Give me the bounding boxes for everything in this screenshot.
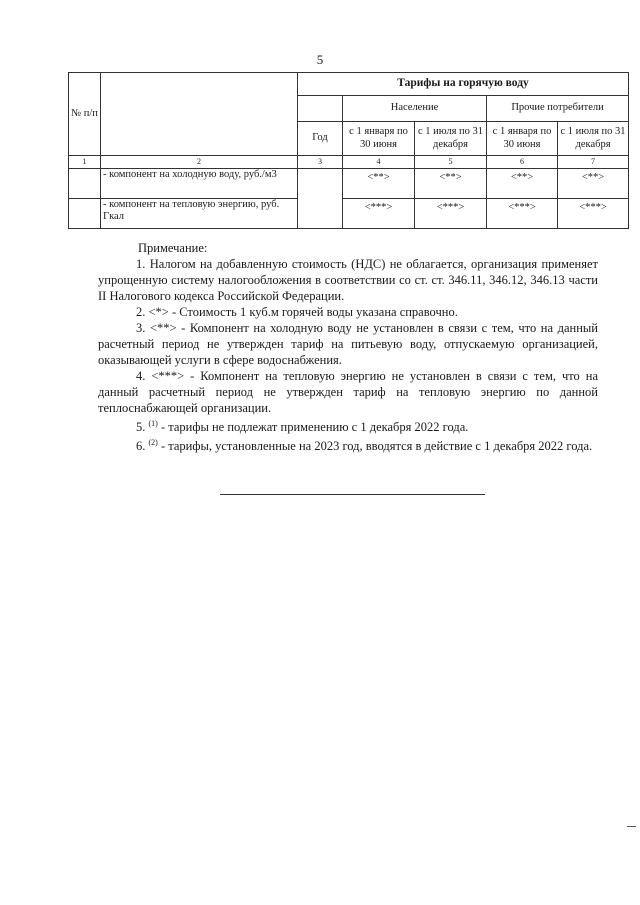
row-name: - компонент на тепловую энергию, руб. Гкал (101, 199, 298, 229)
table-row (69, 199, 629, 229)
note-2: 2. <*> - Стоимость 1 куб.м горячей воды указана справочно. (136, 305, 458, 319)
note-5-prefix: 5. (136, 420, 146, 435)
row-value: <**> (558, 169, 629, 199)
row-year (298, 169, 343, 229)
row-value: <**> (343, 169, 415, 199)
header-year-blank (298, 96, 343, 122)
row-name: - компонент на холодную воду, руб./м3 (101, 169, 298, 199)
column-number: 4 (343, 156, 415, 169)
row-value: <***> (487, 199, 558, 229)
closing-rule (220, 494, 485, 495)
row-value: <**> (487, 169, 558, 199)
column-number: 7 (558, 156, 629, 169)
note-1: 1. Налогом на добавленную стоимость (НДС) не облагается, организация применяет упрощенную систему налогообложения в соответствии со ст. ст. 346.11, 346.12, 346.13 части II Налогового кодекса Российской Федерации. (98, 257, 598, 303)
notes-title: Примечание: (138, 241, 208, 255)
note-5-text: - тарифы не подлежат применению с 1 декабря 2022 года. (160, 420, 469, 435)
page-number: 5 (316, 52, 324, 67)
row-no (69, 169, 101, 199)
note-6-prefix: 6. (136, 439, 146, 454)
note-6-text: - тарифы, установленные на 2023 год, вводятся в действие с 1 декабря 2022 года. (160, 439, 593, 454)
column-number: 6 (487, 156, 558, 169)
header-no: № п/п (69, 73, 101, 156)
note-3: 3. <**> - Компонент на холодную воду не установлен в связи с тем, что на данный расчетный период не утвержден тариф на питьевую воду, отпускаемую организацией, оказывающей услуги в сфере водоснабжения. (98, 321, 598, 367)
header-hot-water-tariffs: Тарифы на горячую воду (298, 73, 629, 96)
header-year: Год (298, 122, 343, 156)
header-period-1: с 1 января по 30 июня (343, 122, 415, 156)
column-number: 3 (298, 156, 343, 169)
row-value: <**> (415, 169, 487, 199)
note-5 (98, 416, 598, 435)
header-period-3: с 1 января по 30 июня (487, 122, 558, 156)
header-population: Население (343, 96, 487, 122)
row-value: <***> (558, 199, 629, 229)
notes-section (98, 240, 598, 454)
header-name (101, 73, 298, 156)
note-6-footnote-mark: (2) (148, 438, 158, 448)
row-no (69, 199, 101, 229)
note-6 (98, 435, 598, 454)
column-number: 2 (101, 156, 298, 169)
header-period-2: с 1 июля по 31 декабря (415, 122, 487, 156)
table-row (69, 169, 629, 199)
header-period-4: с 1 июля по 31 декабря (558, 122, 629, 156)
note-4: 4. <***> - Компонент на тепловую энергию не установлен в связи с тем, что на данный расчетный период не утвержден тариф на тепловую энергию по данной теплоснабжающей организации. (98, 369, 598, 415)
note-5-footnote-mark: (1) (148, 419, 158, 428)
column-number: 5 (415, 156, 487, 169)
row-value: <***> (343, 199, 415, 229)
row-value: <***> (415, 199, 487, 229)
tariff-table (68, 72, 629, 229)
column-numbers-row (69, 156, 629, 169)
column-number: 1 (69, 156, 101, 169)
margin-mark (627, 826, 636, 827)
header-other-consumers: Прочие потребители (487, 96, 629, 122)
